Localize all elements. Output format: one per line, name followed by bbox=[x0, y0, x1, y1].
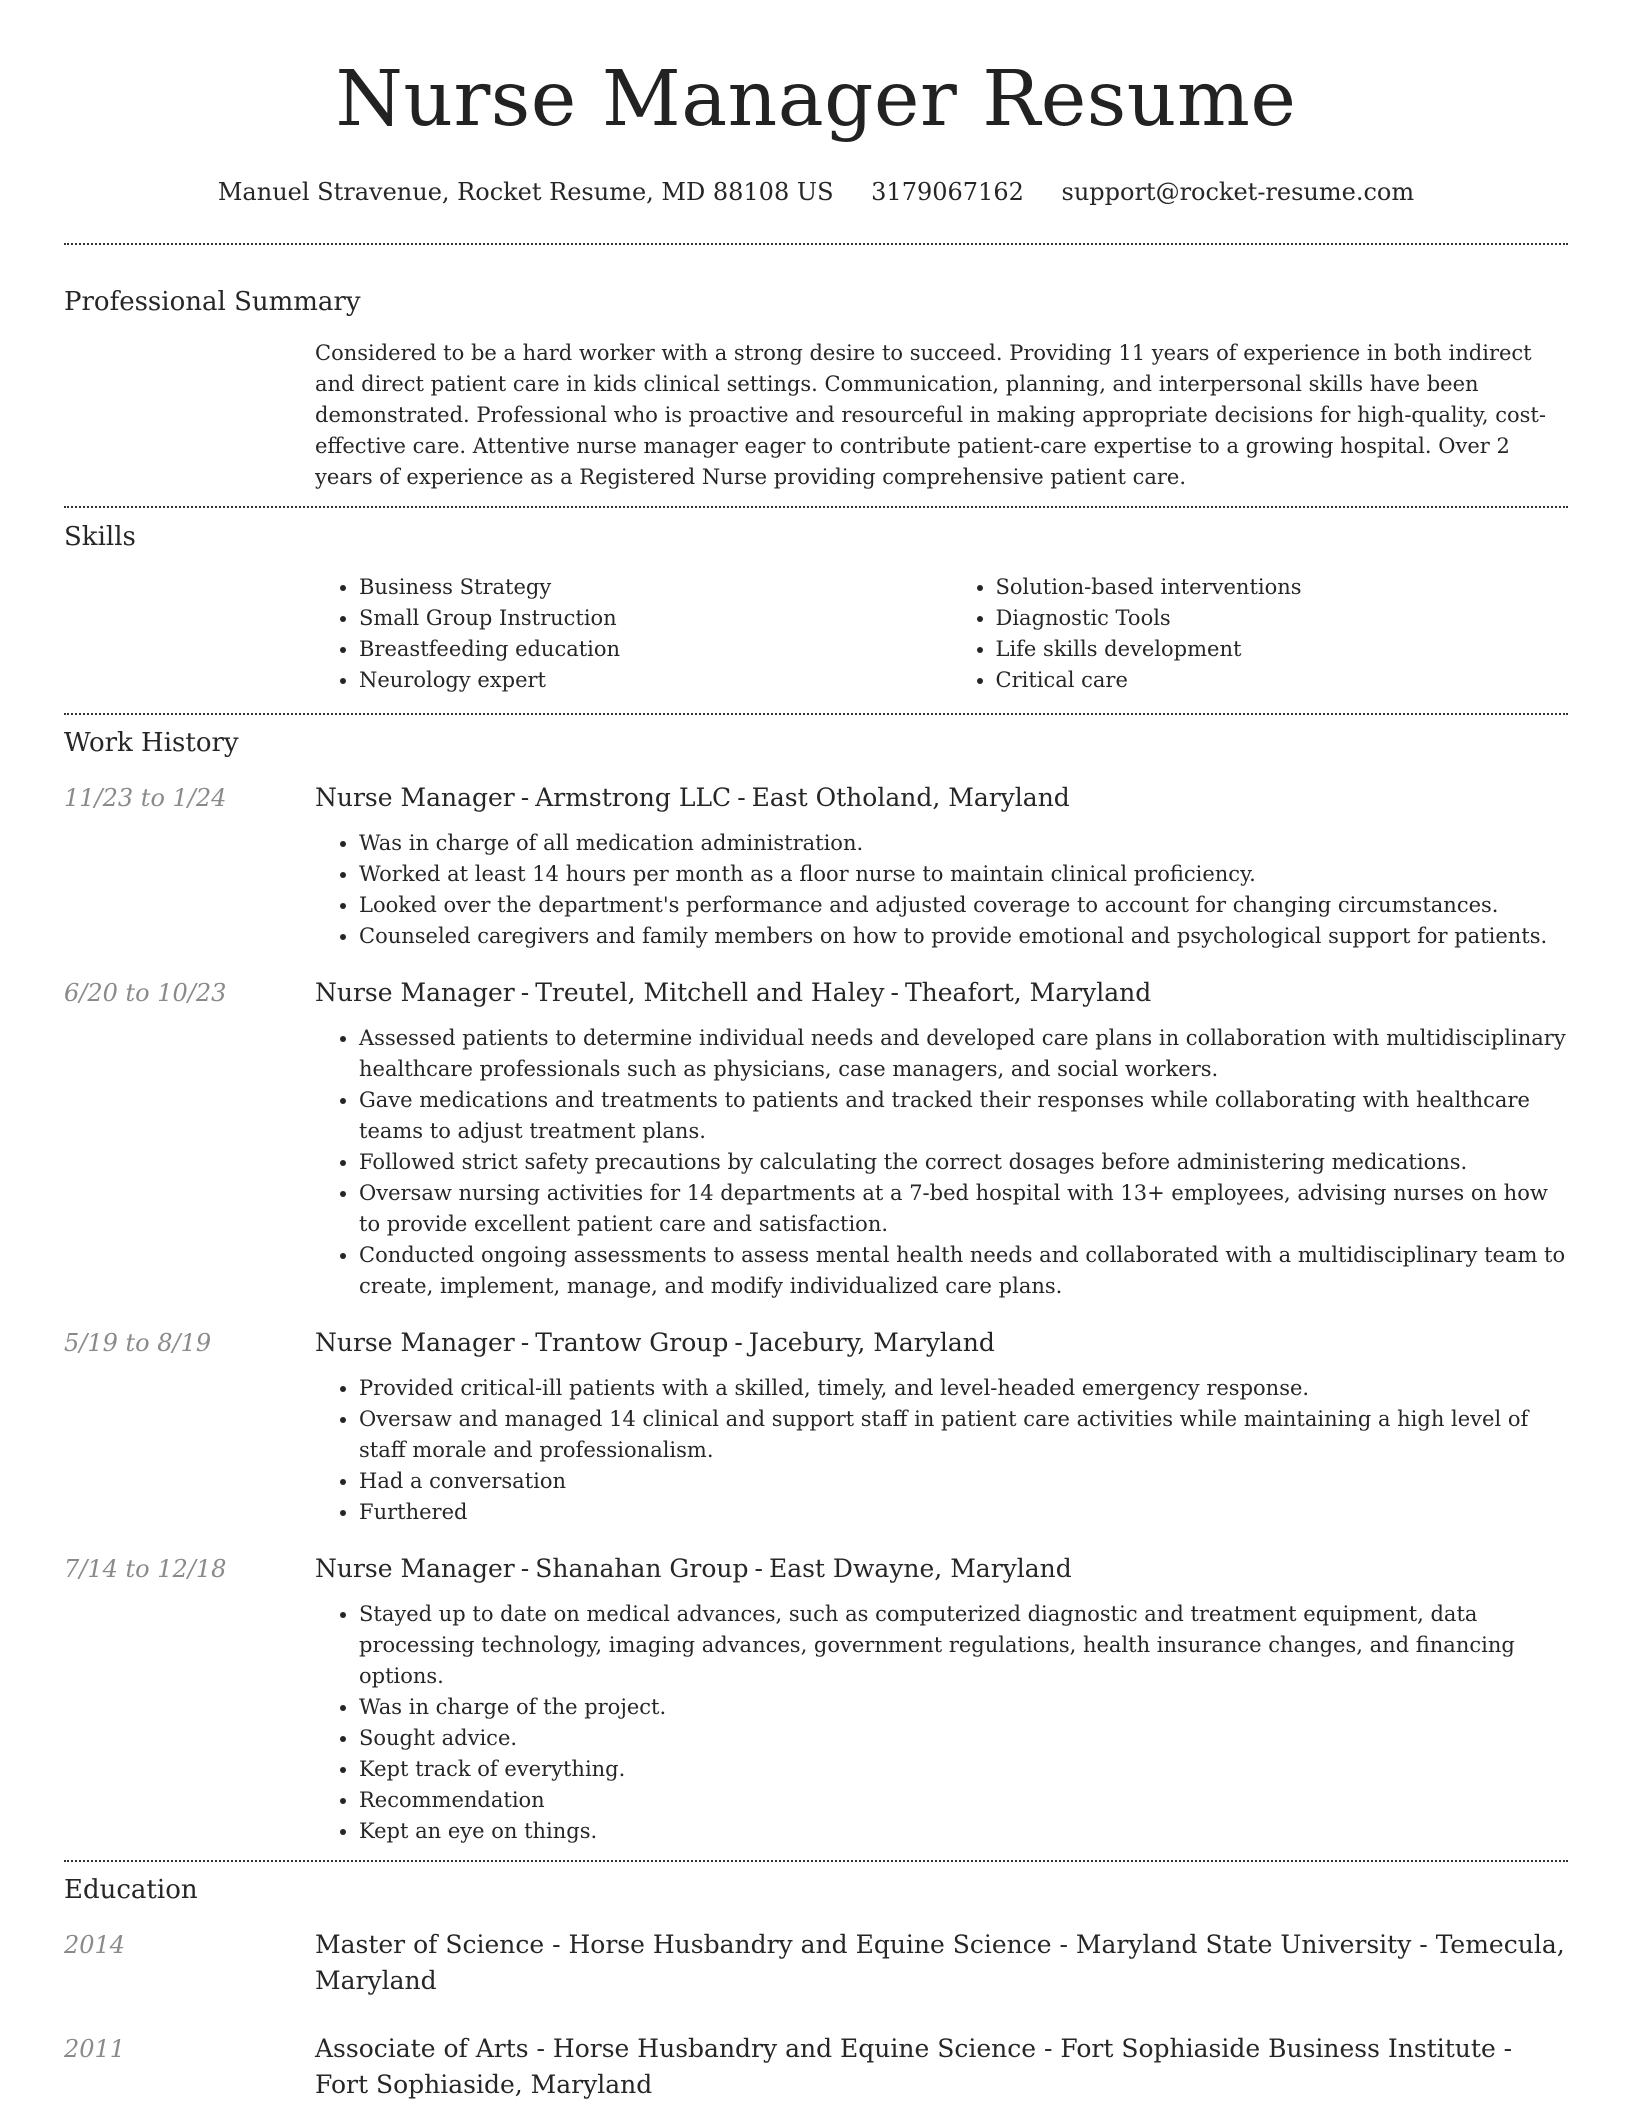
job-bullet: • Recommendation bbox=[359, 1785, 1568, 1816]
skills-heading: Skills bbox=[64, 522, 136, 552]
contact-email: support@rocket-resume.com bbox=[1061, 178, 1415, 206]
job-title: Nurse Manager bbox=[315, 783, 515, 812]
job-bullet: • Had a conversation bbox=[359, 1466, 1568, 1497]
job-title: Nurse Manager bbox=[315, 1328, 515, 1357]
skill-item: • Life skills development bbox=[996, 634, 1569, 665]
skill-item: • Critical care bbox=[996, 665, 1569, 696]
job-entry bbox=[64, 1551, 1568, 1847]
job-bullet: • Counseled caregivers and family members on how to provide emotional and psychological support for patients. bbox=[359, 921, 1568, 952]
summary-heading: Professional Summary bbox=[64, 287, 361, 317]
skill-item: • Neurology expert bbox=[359, 665, 932, 696]
divider bbox=[64, 713, 1568, 715]
resume-title: Nurse Manager Resume bbox=[335, 55, 1297, 144]
job-bullet: • Stayed up to date on medical advances, such as computerized diagnostic and treatment equipment, data processing technology, imaging advances, government regulations, health insurance changes, and financing options. bbox=[359, 1599, 1568, 1692]
job-dates: 11/23 to 1/24 bbox=[64, 784, 227, 812]
job-bullet: • Looked over the department's performance and adjusted coverage to account for changing circumstances. bbox=[359, 890, 1568, 921]
job-location: East Dwayne, Maryland bbox=[768, 1554, 1072, 1583]
job-bullets bbox=[315, 828, 1568, 952]
job-bullets bbox=[315, 1373, 1568, 1528]
education-year: 2011 bbox=[64, 2035, 126, 2063]
job-title-line: Nurse Manager - Trantow Group - Jacebury, Maryland bbox=[315, 1328, 995, 1357]
job-title-line: Nurse Manager - Shanahan Group - East Dwayne, Maryland bbox=[315, 1554, 1072, 1583]
job-entry bbox=[64, 975, 1568, 1302]
job-company: Shanahan Group bbox=[535, 1554, 749, 1583]
contact-phone: 3179067162 bbox=[871, 178, 1024, 206]
job-bullet: • Sought advice. bbox=[359, 1723, 1568, 1754]
divider bbox=[64, 506, 1568, 508]
job-dates: 7/14 to 12/18 bbox=[64, 1555, 227, 1583]
job-bullet: • Furthered bbox=[359, 1497, 1568, 1528]
job-bullet: • Followed strict safety precautions by calculating the correct dosages before administering medications. bbox=[359, 1147, 1568, 1178]
job-company: Trantow Group bbox=[535, 1328, 729, 1357]
job-entry bbox=[64, 780, 1568, 952]
job-bullets bbox=[315, 1599, 1568, 1847]
job-company: Armstrong LLC bbox=[535, 783, 732, 812]
skill-item: • Breastfeeding education bbox=[359, 634, 932, 665]
education-entry bbox=[64, 1927, 1568, 1999]
skill-item: • Diagnostic Tools bbox=[996, 603, 1569, 634]
skill-item: • Small Group Instruction bbox=[359, 603, 932, 634]
job-bullet: • Gave medications and treatments to patients and tracked their responses while collaborating with healthcare teams to adjust treatment plans. bbox=[359, 1085, 1568, 1147]
education-year: 2014 bbox=[64, 1931, 126, 1959]
job-company: Treutel, Mitchell and Haley bbox=[535, 978, 885, 1007]
job-bullet: • Conducted ongoing assessments to assess mental health needs and collaborated with a multidisciplinary team to create, implement, manage, and modify individualized care plans. bbox=[359, 1240, 1568, 1302]
job-title: Nurse Manager bbox=[315, 1554, 515, 1583]
summary-section bbox=[315, 338, 1568, 493]
work-heading: Work History bbox=[64, 728, 239, 758]
job-location: East Otholand, Maryland bbox=[751, 783, 1070, 812]
job-title-line: Nurse Manager - Armstrong LLC - East Otholand, Maryland bbox=[315, 783, 1070, 812]
education-degree: Associate of Arts - Horse Husbandry and Equine Science - Fort Sophiaside Business Institute - Fort Sophiaside, Maryland bbox=[315, 2034, 1513, 2099]
job-bullet: • Oversaw nursing activities for 14 departments at a 7-bed hospital with 13+ employees, advising nurses on how to provide excellent patient care and satisfaction. bbox=[359, 1178, 1568, 1240]
skill-item: • Business Strategy bbox=[359, 572, 932, 603]
education-entry bbox=[64, 2031, 1568, 2103]
job-title: Nurse Manager bbox=[315, 978, 515, 1007]
summary-text: Considered to be a hard worker with a strong desire to succeed. Providing 11 years of experience in both indirect and direct patient care in kids clinical settings. Communication, planning, and interpersonal skills have been demonstrated. Professional who is proactive and resourceful in making appropriate decisions for high-quality, cost-effective care. Attentive nurse manager eager to contribute patient-care expertise to a growing hospital. Over 2 years of experience as a Registered Nurse providing comprehensive patient care. bbox=[315, 341, 1546, 489]
contact-address: Manuel Stravenue, Rocket Resume, MD 88108 US bbox=[217, 178, 834, 206]
job-title-line: Nurse Manager - Treutel, Mitchell and Haley - Theafort, Maryland bbox=[315, 978, 1152, 1007]
job-bullet: • Was in charge of all medication administration. bbox=[359, 828, 1568, 859]
skills-section bbox=[315, 572, 1568, 696]
job-dates: 6/20 to 10/23 bbox=[64, 979, 227, 1007]
job-location: Jacebury, Maryland bbox=[748, 1328, 995, 1357]
divider bbox=[64, 1860, 1568, 1862]
education-degree: Master of Science - Horse Husbandry and Equine Science - Maryland State University - Temecula, Maryland bbox=[315, 1930, 1565, 1995]
job-bullet: • Assessed patients to determine individual needs and developed care plans in collaboration with multidisciplinary healthcare professionals such as physicians, case managers, and social workers. bbox=[359, 1023, 1568, 1085]
job-dates: 5/19 to 8/19 bbox=[64, 1329, 212, 1357]
job-bullet: • Provided critical-ill patients with a skilled, timely, and level-headed emergency response. bbox=[359, 1373, 1568, 1404]
skill-item: • Solution-based interventions bbox=[996, 572, 1569, 603]
skills-list-right bbox=[952, 572, 1569, 696]
job-bullets bbox=[315, 1023, 1568, 1302]
job-bullet: • Worked at least 14 hours per month as a floor nurse to maintain clinical proficiency. bbox=[359, 859, 1568, 890]
contact-line bbox=[64, 176, 1568, 208]
job-entry bbox=[64, 1325, 1568, 1528]
education-heading: Education bbox=[64, 1875, 198, 1905]
job-bullet: • Kept an eye on things. bbox=[359, 1816, 1568, 1847]
job-location: Theafort, Maryland bbox=[904, 978, 1152, 1007]
job-bullet: • Kept track of everything. bbox=[359, 1754, 1568, 1785]
job-bullet: • Was in charge of the project. bbox=[359, 1692, 1568, 1723]
skills-list-left bbox=[315, 572, 932, 696]
job-bullet: • Oversaw and managed 14 clinical and support staff in patient care activities while maintaining a high level of staff morale and professionalism. bbox=[359, 1404, 1568, 1466]
divider bbox=[64, 243, 1568, 245]
